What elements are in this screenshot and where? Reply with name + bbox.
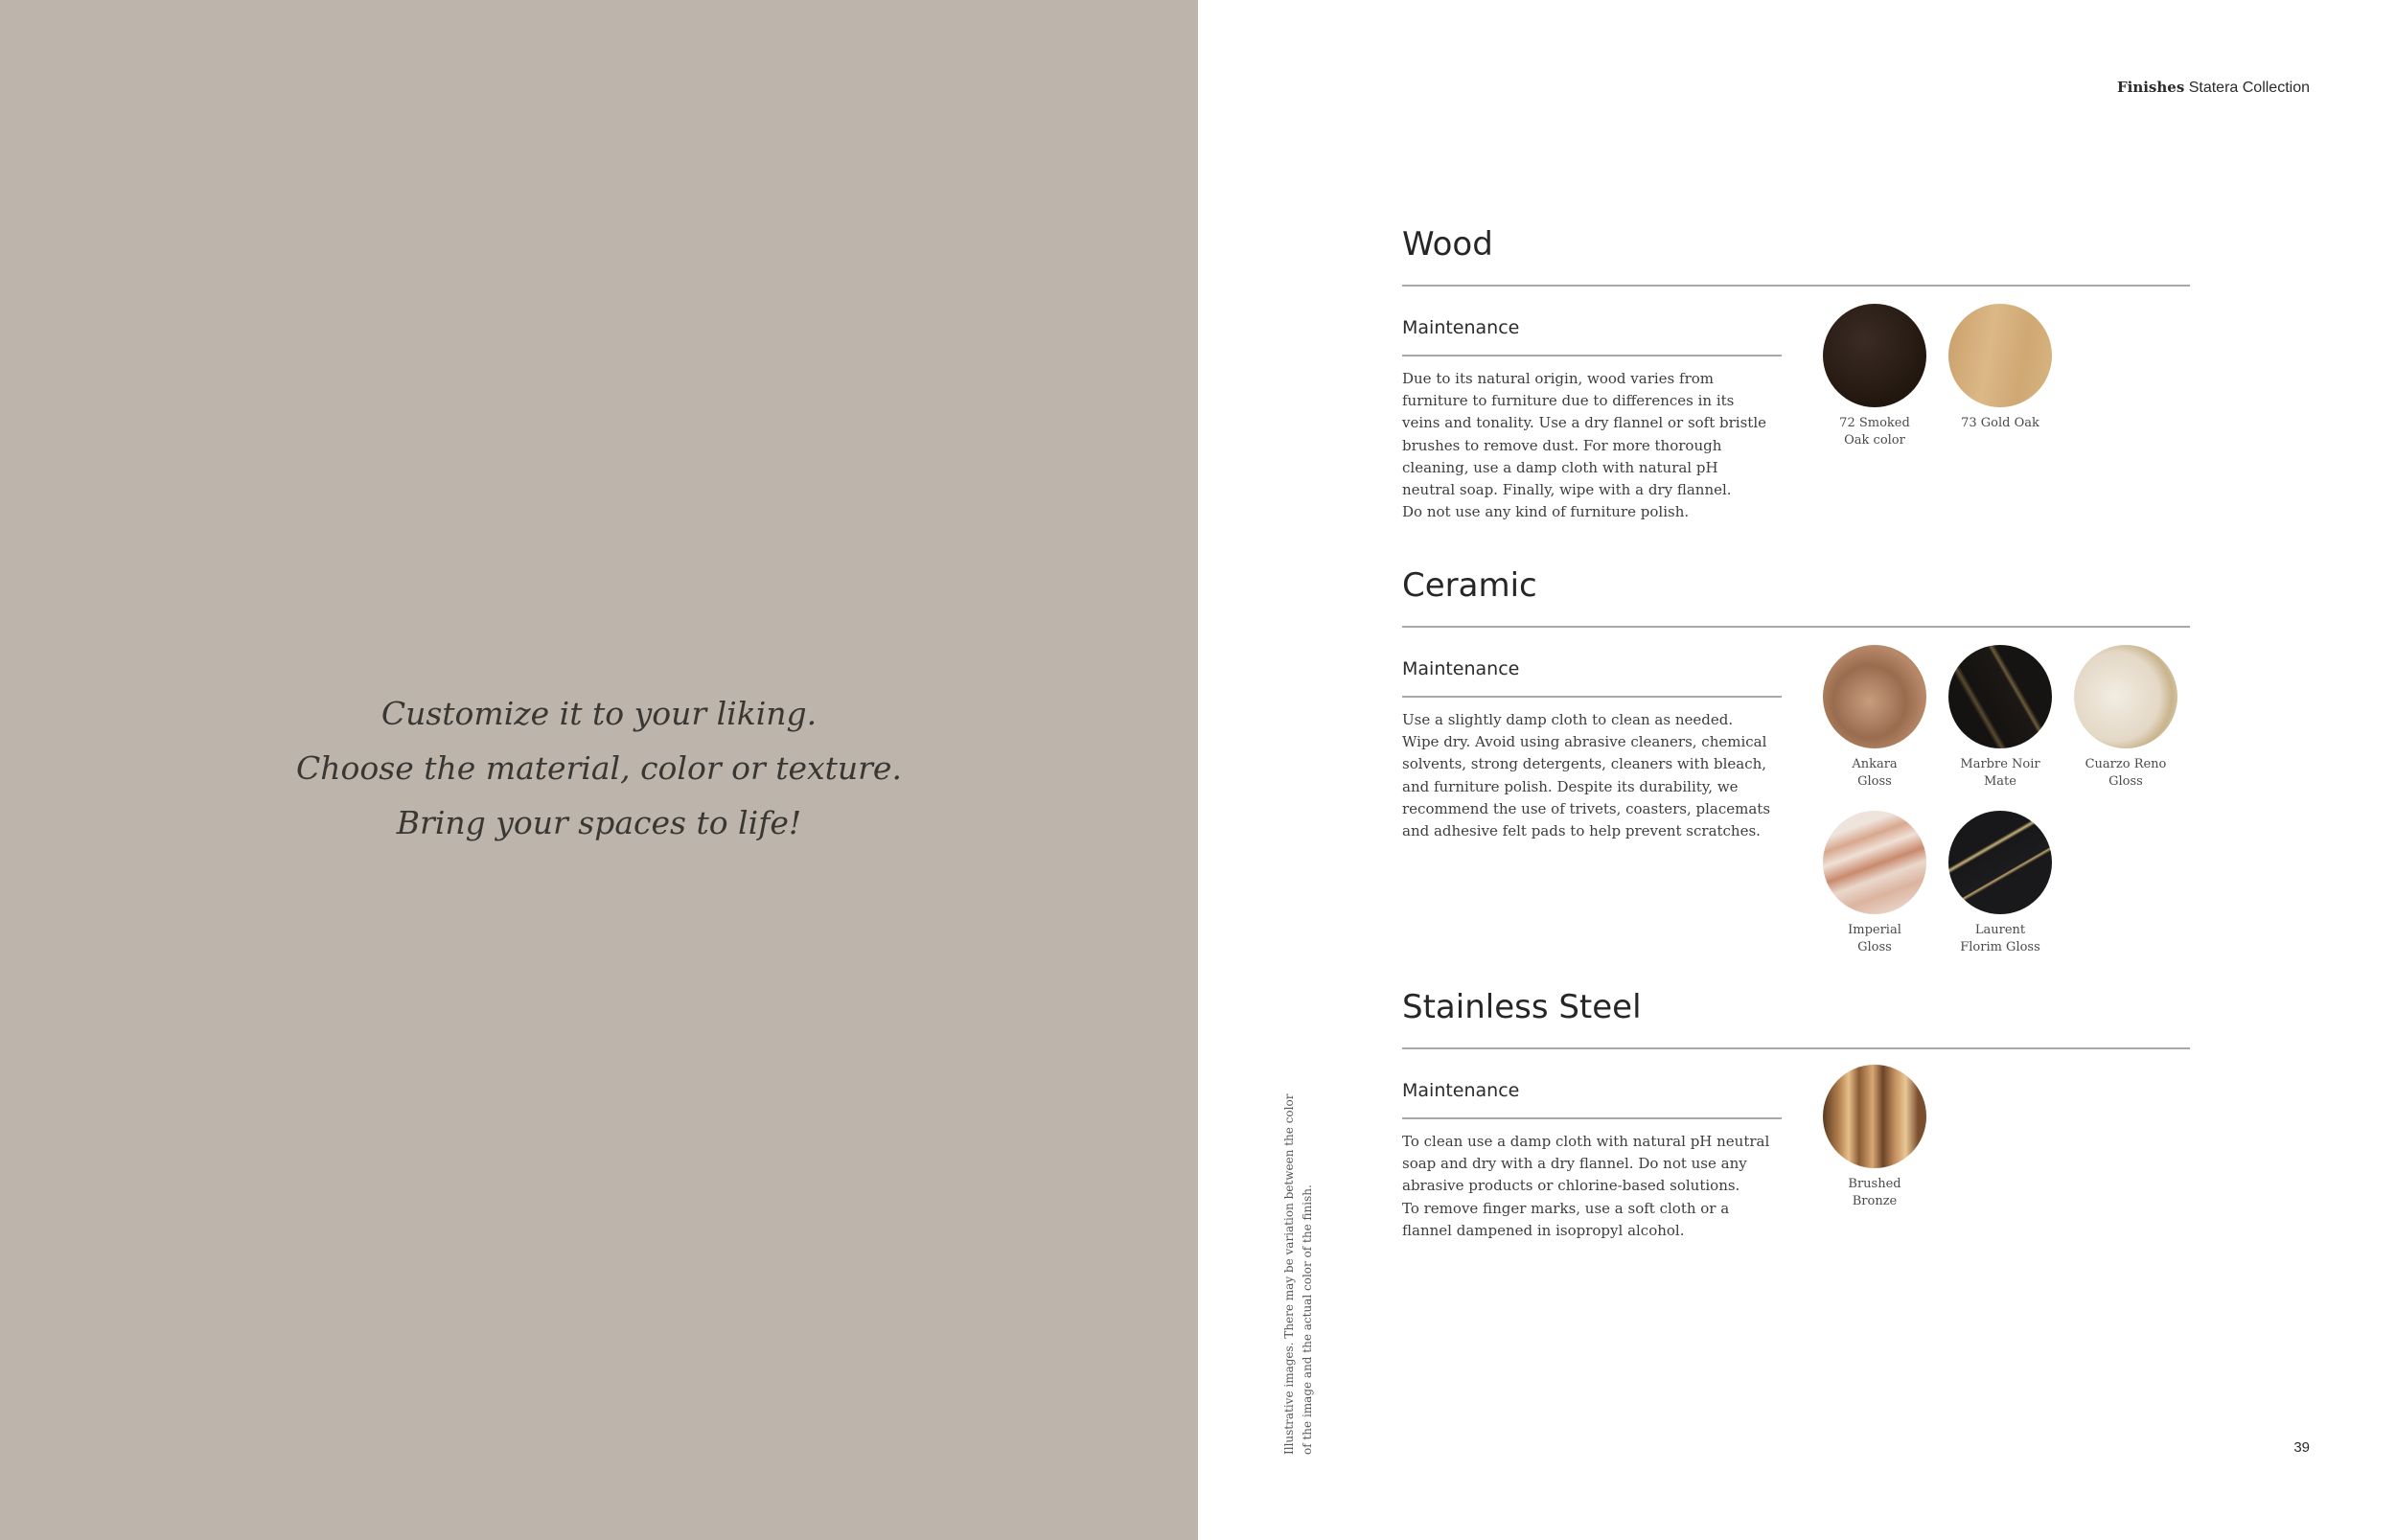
section-title: Stainless Steel [1402,988,1642,1026]
swatch-label [1822,922,1927,956]
text-line: Do not use any kind of furniture polish. [1402,503,1690,521]
section-divider [1402,626,2190,628]
note-line: of the image and the actual color of the finish. [1301,1184,1314,1455]
section-divider [1402,1047,2190,1049]
label-line: Oak color [1844,433,1905,448]
label-line: Laurent [1974,923,2026,937]
label-line: Gloss [2108,774,2143,789]
label-line: Florim Gloss [1960,940,2040,954]
swatch-label [2073,756,2178,791]
label-line: Imperial [1848,923,1901,937]
swatch-sample [1948,645,2052,748]
text-line: solvents, strong detergents, cleaners with bleach, [1402,755,1767,773]
maintenance-text [1402,368,1805,523]
swatch-sample [1823,811,1926,914]
text-line: Use a slightly damp cloth to clean as needed. [1402,711,1734,728]
swatch-label [1822,1176,1927,1210]
page-header [2117,79,2310,97]
maintenance-text [1402,1131,1805,1242]
label-line: Marbre Noir [1960,757,2040,771]
swatch-label [1947,922,2053,956]
label-line: Cuarzo Reno [2085,757,2167,771]
text-line: brushes to remove dust. For more thorough [1402,436,1722,454]
disclaimer-note [1280,1091,1317,1455]
swatch-label [1822,415,1927,449]
header-collection-label: Statera Collection [2184,80,2310,96]
text-line: and adhesive felt pads to help prevent scratches. [1402,822,1761,840]
text-line: neutral soap. Finally, wipe with a dry flannel. [1402,481,1732,499]
section-wood [1402,225,2190,541]
maintenance-text [1402,709,1805,842]
tagline-line: Customize it to your liking. [380,695,818,732]
maintenance-divider [1402,696,1782,698]
label-line: 73 Gold Oak [1961,416,2039,430]
text-line: soap and dry with a dry flannel. Do not use any [1402,1155,1747,1173]
swatch-sample [1823,645,1926,748]
text-line: Due to its natural origin, wood varies from [1402,370,1714,387]
maintenance-title: Maintenance [1402,658,1520,679]
swatch-marbre-noir-mate[interactable] [1947,645,2053,791]
text-line: To remove finger marks, use a soft cloth or a [1402,1199,1730,1217]
text-line: cleaning, use a damp cloth with natural pH [1402,458,1718,476]
swatch-imperial-gloss[interactable] [1822,811,1927,956]
text-line: furniture to furniture due to differences in its [1402,392,1735,410]
swatch-label [1822,756,1927,791]
swatch-73-gold-oak[interactable] [1947,304,2053,432]
maintenance-title: Maintenance [1402,317,1520,338]
label-line: Brushed [1848,1177,1901,1191]
text-line: Wipe dry. Avoid using abrasive cleaners, chemical [1402,733,1767,751]
swatch-sample [1948,304,2052,407]
text-line: veins and tonality. Use a dry flannel or soft bristle [1402,414,1766,432]
tagline-line: Bring your spaces to life! [396,804,802,841]
swatch-ankara-gloss[interactable] [1822,645,1927,791]
header-section-label: Finishes [2116,79,2185,96]
swatch-brushed-bronze[interactable] [1822,1065,1927,1210]
section-title: Ceramic [1402,566,1537,605]
label-line: 72 Smoked [1839,416,1910,430]
swatch-sample [1948,811,2052,914]
maintenance-title: Maintenance [1402,1080,1520,1101]
section-divider [1402,285,2190,287]
label-line: Ankara [1852,757,1898,771]
section-title: Wood [1402,225,1493,264]
tagline-line: Choose the material, color or texture. [296,749,902,787]
swatch-cuarzo-reno-gloss[interactable] [2073,645,2178,791]
text-line: and furniture polish. Despite its durability, we [1402,777,1739,795]
swatch-label [1947,756,2053,791]
label-line: Gloss [1857,940,1892,954]
label-line: Mate [1984,774,2016,789]
section-ceramic [1402,566,2190,950]
section-stainless-steel [1402,988,2190,1276]
label-line: Bronze [1852,1194,1898,1208]
text-line: flannel dampened in isopropyl alcohol. [1402,1221,1685,1239]
maintenance-divider [1402,1117,1782,1119]
swatch-label [1947,415,2053,432]
label-line: Gloss [1857,774,1892,789]
text-line: abrasive products or chlorine-based solutions. [1402,1177,1740,1195]
swatch-72-smoked-oak[interactable] [1822,304,1927,449]
swatch-sample [1823,1065,1926,1168]
swatch-laurent-florim-gloss[interactable] [1947,811,2053,956]
tagline [0,686,1198,850]
page-number: 39 [2293,1439,2310,1456]
swatch-sample [1823,304,1926,407]
note-line: Illustrative images. There may be variation between the color [1282,1093,1296,1455]
maintenance-divider [1402,355,1782,356]
swatch-sample [2074,645,2177,748]
text-line: recommend the use of trivets, coasters, placemats [1402,799,1771,817]
text-line: To clean use a damp cloth with natural pH neutral [1402,1133,1770,1150]
